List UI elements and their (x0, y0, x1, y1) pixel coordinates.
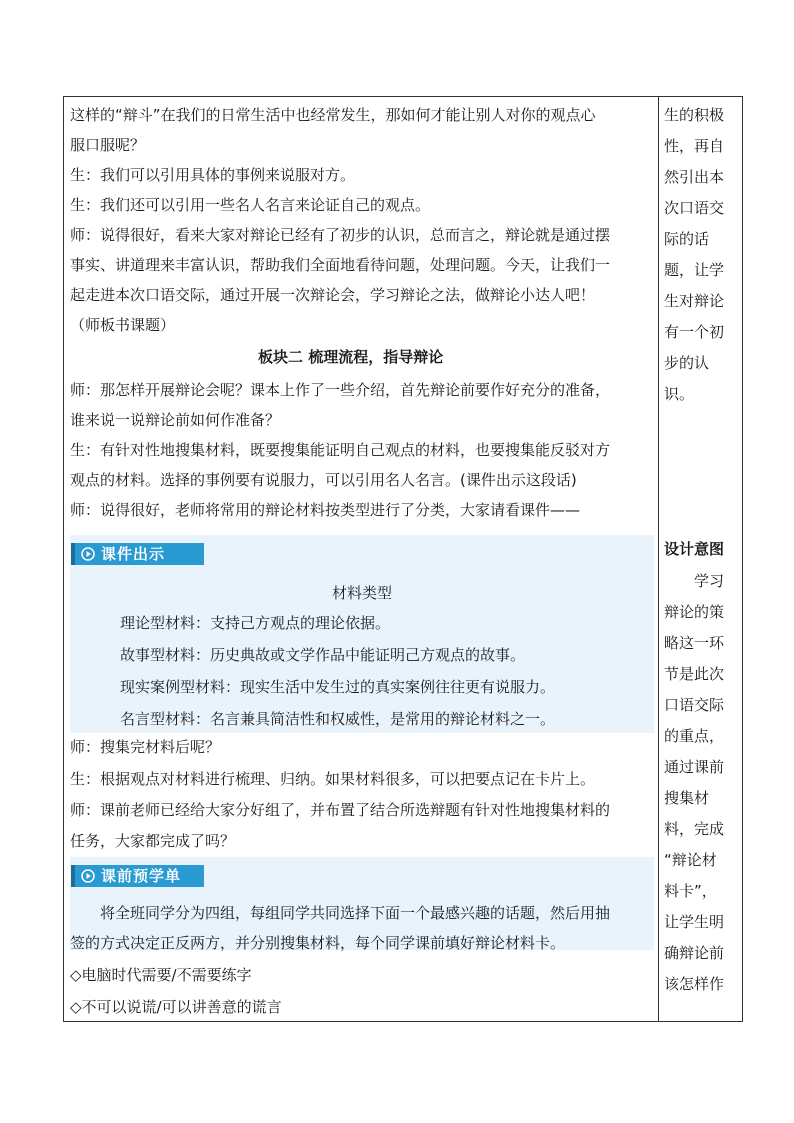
material-types-title: 材料类型 (332, 584, 393, 602)
side-text: 然引出本 (664, 168, 725, 186)
side-text: 生的积极 (664, 106, 725, 124)
side-text: 略这一环 (664, 634, 725, 652)
text-line: 师：说得很好，老师将常用的辩论材料按类型进行了分类，大家请看课件—— (70, 501, 581, 519)
side-text: 有一个初 (664, 323, 725, 341)
material-item: 名言型材料：名言兼具简洁性和权威性，是常用的辩论材料之一。 (120, 710, 556, 728)
side-text: 次口语交 (664, 199, 725, 217)
side-text: 际的话 (664, 230, 710, 248)
topic-option: ◇电脑时代需要/不需要练字 (70, 966, 252, 984)
preview-sheet-box (70, 857, 654, 950)
material-item: 理论型材料：支持己方观点的理论依据。 (120, 614, 391, 632)
text-line: （师板书课题） (70, 316, 176, 334)
side-text: 口语交际 (664, 696, 725, 714)
text-line: 生：我们还可以引用一些名人名言来论证自己的观点。 (70, 196, 431, 214)
side-text: 让学生明 (664, 913, 725, 931)
side-text: 识。 (664, 385, 695, 403)
text-line: 起走进本次口语交际，通过开展一次辩论会，学习辩论之法，做辩论小达人吧！ (70, 286, 596, 304)
preview-sheet-label (71, 865, 204, 887)
side-text: 搜集材 (664, 789, 710, 807)
text-line: 师：那怎样开展辩论会呢？课本上作了一些介绍，首先辩论前要作好充分的准备， (70, 381, 611, 399)
text-line: 将全班同学分为四组，每组同学共同选择下面一个最感兴趣的话题，然后用抽 (100, 904, 611, 922)
side-text: 生对辩论 (664, 292, 725, 310)
side-text: 节是此次 (664, 665, 725, 683)
topic-option: ◇不可以说谎/可以讲善意的谎言 (70, 998, 282, 1016)
text-line: 师：说得很好，看来大家对辩论已经有了初步的认识，总而言之，辩论就是通过摆 (70, 226, 611, 244)
play-circle-icon (81, 547, 95, 561)
side-text: 料，完成 (664, 820, 725, 838)
play-circle-icon (81, 869, 95, 883)
text-line: 生：根据观点对材料进行梳理、归纳。如果材料很多，可以把要点记在卡片上。 (70, 770, 596, 788)
side-text: 学习 (694, 572, 725, 590)
side-text: 辩论的策 (664, 603, 725, 621)
side-text: 通过课前 (664, 758, 725, 776)
text-line: 这样的“辩斗”在我们的日常生活中也经常发生，那如何才能让别人对你的观点心 (70, 106, 596, 124)
column-divider (658, 97, 659, 1021)
text-line: 任务，大家都完成了吗？ (70, 832, 236, 850)
courseware-label-text: 课件出示 (101, 545, 166, 563)
preview-sheet-label-text: 课前预学单 (101, 867, 182, 885)
section-heading: 板块二 梳理流程，指导辩论 (258, 348, 444, 366)
side-text: 性，再自 (664, 137, 725, 155)
side-text: 步的认 (664, 354, 710, 372)
lesson-plan-table (63, 96, 743, 1022)
material-item: 故事型材料：历史典故或文学作品中能证明己方观点的故事。 (120, 646, 526, 664)
text-line: 师：课前老师已经给大家分好组了，并布置了结合所选辩题有针对性地搜集材料的 (70, 801, 611, 819)
side-text: 料卡”， (664, 882, 717, 900)
text-line: 观点的材料。选择的事例要有说服力，可以引用名人名言。(课件出示这段话) (70, 471, 577, 489)
text-line: 签的方式决定正反两方，并分别搜集材料，每个同学课前填好辩论材料卡。 (70, 934, 566, 952)
side-text: “辩论材 (664, 851, 717, 869)
side-text: 题，让学 (664, 261, 725, 279)
text-line: 生：我们可以引用具体的事例来说服对方。 (70, 166, 356, 184)
design-intent-heading: 设计意图 (664, 540, 725, 558)
text-line: 生：有针对性地搜集材料，既要搜集能证明自己观点的材料，也要搜集能反驳对方 (70, 441, 611, 459)
side-text: 的重点， (664, 727, 725, 745)
text-line: 师：搜集完材料后呢？ (70, 738, 221, 756)
text-line: 谁来说一说辩论前如何作准备？ (70, 411, 281, 429)
courseware-box (70, 535, 654, 733)
side-text: 确辩论前 (664, 944, 725, 962)
text-line: 服口服呢？ (70, 136, 146, 154)
text-line: 事实、讲道理来丰富认识，帮助我们全面地看待问题，处理问题。今天，让我们一 (70, 256, 611, 274)
courseware-label (71, 543, 204, 565)
material-item: 现实案例型材料：现实生活中发生过的真实案例往往更有说服力。 (120, 678, 556, 696)
side-text: 该怎样作 (664, 975, 725, 993)
